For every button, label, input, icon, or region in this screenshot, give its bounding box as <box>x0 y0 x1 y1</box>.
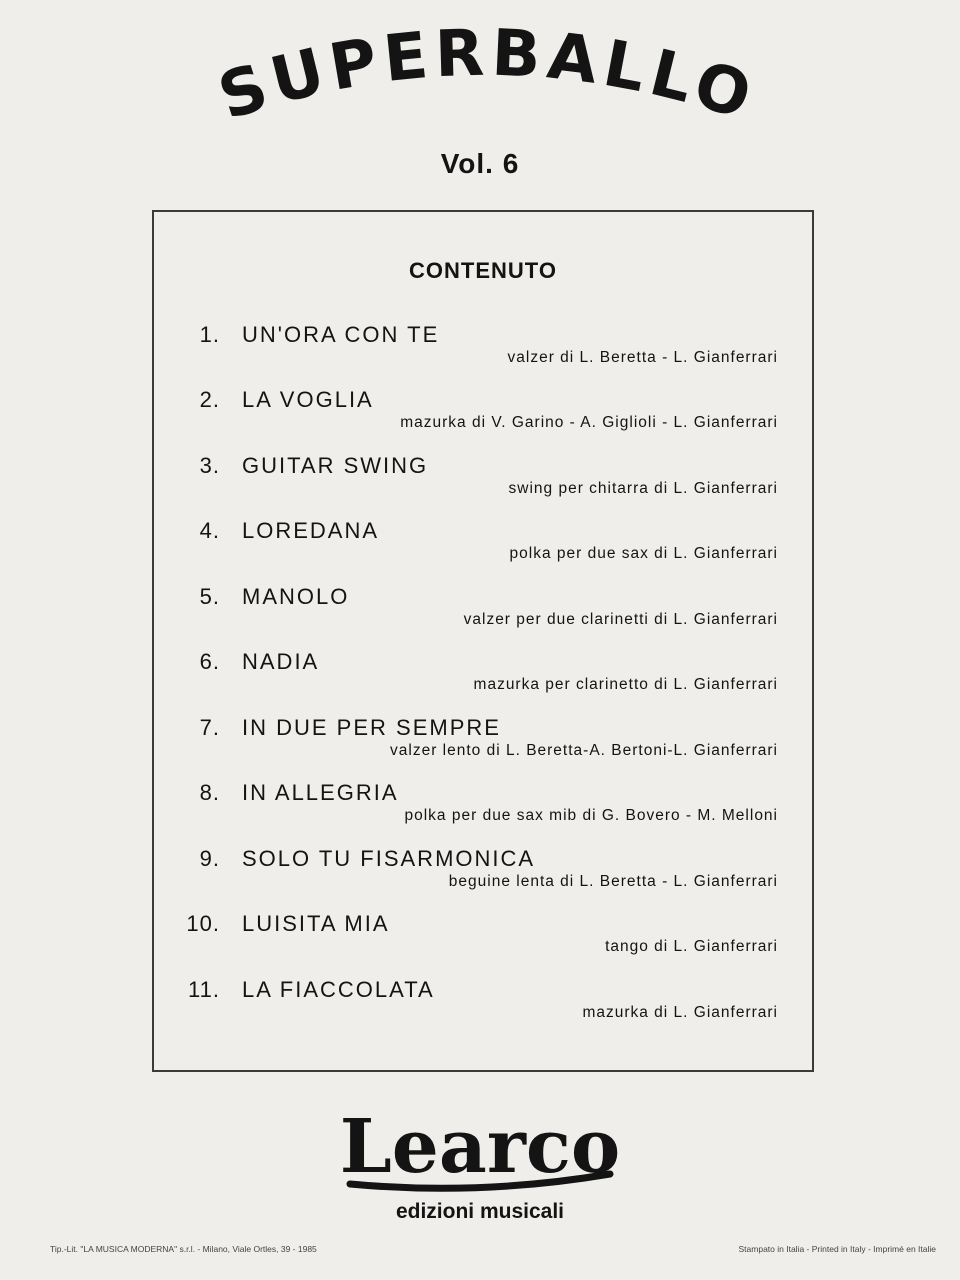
entry-credit: tango di L. Gianferrari <box>605 938 778 955</box>
volume-label: Vol. 6 <box>440 148 520 179</box>
contents-heading: CONTENUTO <box>409 258 557 283</box>
contents-entry <box>154 911 812 973</box>
entry-number: 6. <box>199 649 220 674</box>
contents-entry <box>154 518 812 580</box>
collection-title: SUPERBALLO <box>210 16 765 137</box>
entry-number: 8. <box>199 780 220 805</box>
printer-credit: Tip.-Lit. "LA MUSICA MODERNA" s.r.l. - Milano, Viale Ortles, 39 - 1985 <box>50 1244 317 1254</box>
entry-title: LA VOGLIA <box>242 387 374 412</box>
contents-entry <box>154 715 812 777</box>
entry-number: 5. <box>199 584 220 609</box>
entry-number: 1. <box>199 322 220 347</box>
entry-title: GUITAR SWING <box>242 453 429 478</box>
entry-credit: mazurka per clarinetto di L. Gianferrari <box>473 676 778 693</box>
entry-number: 3. <box>199 453 220 478</box>
contents-entry <box>154 846 812 908</box>
entry-number: 10. <box>186 911 220 936</box>
entry-title: IN DUE PER SEMPRE <box>242 715 501 740</box>
publisher-subtitle: edizioni musicali <box>395 1200 565 1223</box>
entry-number: 9. <box>199 846 220 871</box>
entry-credit: mazurka di L. Gianferrari <box>582 1004 778 1021</box>
contents-box <box>152 210 814 1072</box>
entry-title: LUISITA MIA <box>242 911 390 936</box>
contents-entry <box>154 387 812 449</box>
printed-in-notice: Stampato in Italia - Printed in Italy - Imprimé en Italie <box>738 1244 936 1254</box>
entry-credit: valzer per due clarinetti di L. Gianferrari <box>463 611 778 628</box>
entry-credit: swing per chitarra di L. Gianferrari <box>508 480 778 497</box>
entry-credit: valzer di L. Beretta - L. Gianferrari <box>507 349 778 366</box>
entry-number: 7. <box>199 715 220 740</box>
contents-entry <box>154 584 812 646</box>
entry-number: 11. <box>188 977 220 1002</box>
publisher-logo <box>330 1092 630 1202</box>
contents-entry <box>154 453 812 515</box>
entry-title: LOREDANA <box>242 518 380 543</box>
entry-credit: polka per due sax mib di G. Bovero - M. Melloni <box>404 807 778 824</box>
publisher-logo-text: Learco <box>339 1104 621 1190</box>
entry-credit: beguine lenta di L. Beretta - L. Gianferrari <box>448 873 778 890</box>
entry-title: IN ALLEGRIA <box>242 780 399 805</box>
entry-title: SOLO TU FISARMONICA <box>242 846 536 871</box>
entry-number: 4. <box>199 518 220 543</box>
contents-entry <box>154 649 812 711</box>
entry-title: UN'ORA CON TE <box>242 322 440 347</box>
entry-title: NADIA <box>242 649 320 674</box>
contents-entry <box>154 780 812 842</box>
contents-entry <box>154 322 812 384</box>
entry-number: 2. <box>199 387 220 412</box>
entry-credit: mazurka di V. Garino - A. Giglioli - L. Gianferrari <box>400 414 778 431</box>
contents-entry <box>154 977 812 1039</box>
entry-credit: polka per due sax di L. Gianferrari <box>509 545 778 562</box>
entry-title: MANOLO <box>242 584 350 609</box>
entry-credit: valzer lento di L. Beretta-A. Bertoni-L. Gianferrari <box>390 742 778 759</box>
entry-title: LA FIACCOLATA <box>242 977 435 1002</box>
